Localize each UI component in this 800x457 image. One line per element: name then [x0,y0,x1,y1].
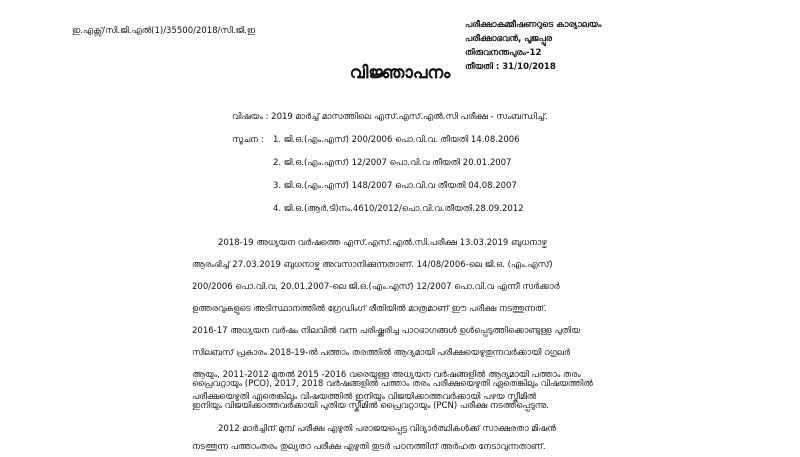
office-building: പരീക്ഷാഭവൻ, പൂജപ്പുര [465,34,552,44]
paragraph-line: പ്രൈവറ്റായും (PCO), 2017, 2018 വർഷങ്ങളിൽ പത്താം തരം പരീക്ഷയെഴുതി ഏതെങ്കിലും വിഷയത്തിൽ [192,379,593,389]
paragraph-line: ഇനിയും വിജയിക്കാത്തവർക്കായി പുതിയ സ്കീമിൽ പ്രൈവറ്റായും (PCN) പരീക്ഷ നടത്തപ്പെടുന്നു. [192,401,549,411]
reference-item: 3. ജി.ഒ.(എം.എസ്) 148/2007 പൊ.വി.വ തീയതി 04.08.2007 [273,181,517,191]
paragraph-line: ഉത്തരവുകളുടെ അടിസ്ഥാനത്തിൽ ഗ്രേഡിംഗ് രീതിയിൽ മാത്രമാണ് ഈ പരീക്ഷ നടത്തുന്നത്. [192,304,547,314]
reference-list [273,135,524,227]
reference-item: 2. ജി.ഒ.(എം.എസ്) 12/2007 പൊ.വി.വ തീയതി 20.01.2007 [273,158,512,168]
file-number: ഇ.എക്സ്/സി.ജി.എൽ(1)/35500/2018/സി.ജി.ഇ [72,26,256,36]
paragraph-line: നടത്തുന്ന പത്താംതരം തുല്യതാ പരീക്ഷ എഴുതി തുടർ പഠനത്തിന് അർഹത നേടാവുന്നതാണ്. [192,442,546,452]
reference-label: സൂചന : [232,135,264,145]
paragraph-line: സിലബസ് പ്രകാരം 2018-19-ൽ പത്താം തരത്തിൽ ആദ്യമായി പരീക്ഷയെഴുതുന്നവർക്കായി റഗുലർ [192,348,570,358]
paragraph-line: പരീക്ഷയെഴുതി ഏതെങ്കിലും വിഷയത്തിൽ ഇനിയും വിജയിക്കാത്തവർക്കായി പഴയ സ്കീമിൽ [192,392,537,402]
reference-item: 1. ജി.ഒ.(എം.എസ്) 200/2006 പൊ.വി.വ. തീയതി 14.08.2006 [273,135,520,145]
document-date: തീയതി : 31/10/2018 [465,62,556,72]
paragraph-line: 2018-19 അധ്യയന വർഷത്തെ എസ്.എസ്.എൽ.സി.പരീക്ഷ 13.03.2019 ബുധനാഴ്ച [218,238,547,248]
body-paragraph-1-tail [192,375,630,419]
office-city: തിരുവനന്തപുരം-12 [465,48,542,58]
subject-line: വിഷയം : 2019 മാർച്ച് മാസത്തിലെ എസ്.എസ്.എൽ.സി പരീക്ഷ - സംബന്ധിച്ച്. [232,112,548,122]
document-title: വിജ്ഞാപനം [349,63,451,83]
paragraph-line: ആരംഭിച്ച് 27.03.2019 ബുധനാഴ്ച അവസാനിക്കുന്നതാണ്. 14/08/2006-ലെ ജി.ഒ. (എം.എസ്) [192,260,553,270]
reference-item: 4. ജി.ഒ.(ആർ.ടി)നം.4610/2012/പൊ.വി.വ.തീയതി.28.09.2012 [273,204,524,214]
paragraph-line: 2012 മാർച്ചിന് മുമ്പ് പരീക്ഷ എഴുതി പരാജയപ്പെട്ട വിദ്യാർത്ഥികൾക്ക് സാക്ഷരതാ മിഷൻ [218,424,556,434]
paragraph-line: 2016-17 അധ്യയന വർഷം നിലവിൽ വന്ന പരിഷ്ക്കരിച്ച പാഠഭാഗങ്ങൾ ഉൾപ്പെടുത്തിക്കൊണ്ടുള്ള പുതിയ [192,326,580,336]
paragraph-line: ആയും, 2011-2012 മുതൽ 2015 -2016 വരെയുള്ള അധ്യയന വർഷങ്ങളിൽ ആദ്യമായി പത്താം തരം [192,370,581,380]
body-paragraph-2 [192,420,630,456]
office-name: പരീക്ഷാകമ്മീഷണറുടെ കാര്യാലയം [465,20,602,30]
paragraph-line: 200/2006 പൊ.വി.വ, 20.01.2007-ലെ ജി.ഒ.(എം.എസ്) 12/2007 പൊ.വി.വ എന്നീ സർക്കാർ [192,282,560,292]
